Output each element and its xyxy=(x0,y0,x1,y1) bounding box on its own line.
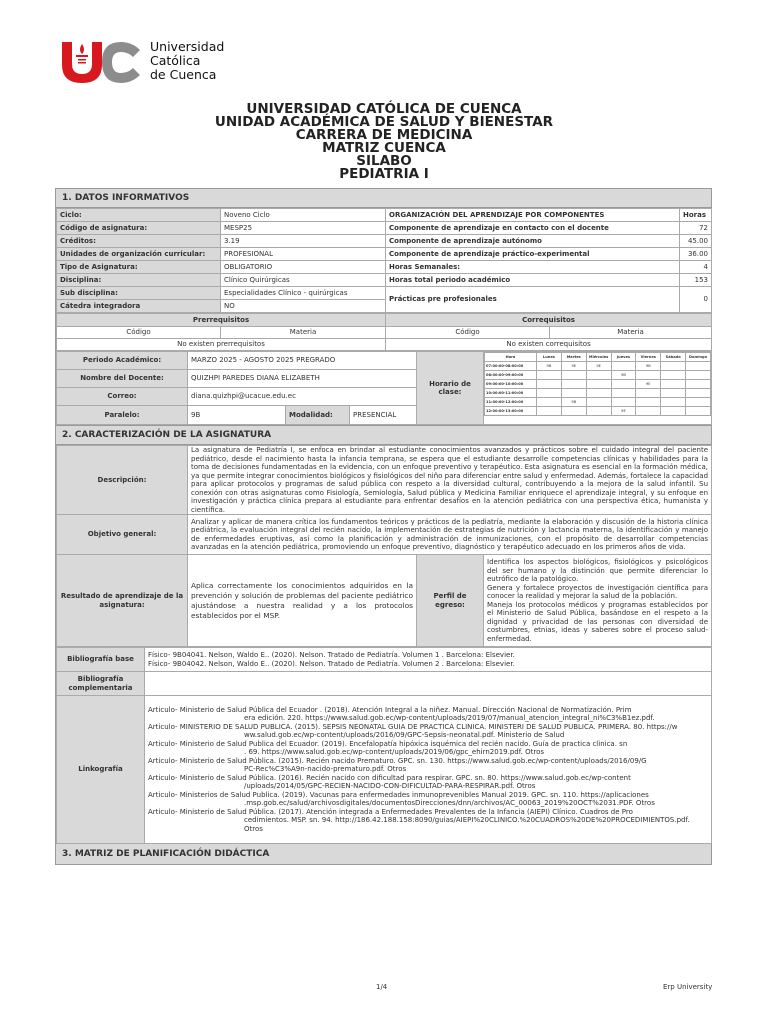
schedule-slot xyxy=(586,398,611,407)
schedule-row xyxy=(485,380,711,389)
schedule-slot xyxy=(686,371,711,380)
schedule-day-header: Sábado xyxy=(661,353,686,362)
label-modalidad: Modalidad: xyxy=(286,406,350,425)
org-semanales: Horas Semanales: xyxy=(386,261,680,274)
schedule-hour: 07:00:00-08:00:00 xyxy=(485,362,537,371)
schedule-slot xyxy=(686,398,711,407)
datos-informativos-table xyxy=(56,208,712,313)
linko-item: Articulo- Ministerio de Salud Pública. (2017). Atención integrada a Enfermedades Prevalentes de la Infancia (AIEPI) Clínico. Cuadros de Pro cedimientos. MSP. sn. 94. http://186.42.188.158:8090/guias/AIEPI%20CLINICO.%20CUADROS%20DE%20PROCEDIMIENTOS.pdf. Otros xyxy=(148,807,690,833)
label-resultado: Resultado de aprendizaje de la asignatura: xyxy=(57,555,188,647)
org-autonomo: Componente de aprendizaje autónomo xyxy=(386,235,680,248)
schedule-slot xyxy=(636,371,661,380)
schedule-day-header: Hora xyxy=(485,353,537,362)
label-perfil: Perfil de egreso: xyxy=(417,555,484,647)
schedule-slot xyxy=(586,407,611,416)
label-periodo: Periodo Académico: xyxy=(57,352,188,370)
label-linkografia: Linkografía xyxy=(57,696,145,844)
page-number: 1/4 xyxy=(376,983,388,991)
value-subdisciplina: Especialidades Clínico - quirúrgicas xyxy=(221,287,386,300)
label-subdisciplina: Sub disciplina: xyxy=(57,287,221,300)
schedule-slot xyxy=(537,380,562,389)
no-prerequisitos: No existen prerrequisitos xyxy=(57,339,386,351)
schedule-hour: 08:00:00-09:00:00 xyxy=(485,371,537,380)
hours-contacto: 72 xyxy=(680,222,712,235)
schedule-slot xyxy=(611,362,636,371)
hours-total: 153 xyxy=(680,274,712,287)
value-catedra: NO xyxy=(221,300,386,313)
text-objetivo: Analizar y aplicar de manera crítica los fundamentos teóricos y prácticos de la pediatría, mediante la elaboración y discusión de la historia clínica pediátrica, la evaluación integral del recién nacido, la implementación de estrategias de nutrición y lactancia materna, la identificación y manejo de enfermedades eruptivas, así como la planificación y administración de inmunizaciones, con el propósito de desarrollar competencias avanzadas en la atención pediátrica, promoviendo un enfoque preventivo, diagnóstico y terapéutico adecuado en los primeros años de vida. xyxy=(188,515,712,555)
bibliografia-table xyxy=(56,647,712,844)
schedule-slot xyxy=(661,389,686,398)
text-perfil: Identifica los aspectos biológicos, fisiológicos y psicológicos del ser humano y la distinción que permite diferenciar lo eutrófico de la patológico. Genera y fortalece proyectos de investigación científica para conocer la realidad y mejorar la salud de la población. Maneja los protocolos médicos y programas establecidos por el Ministerio de Salud Pública, basándose en el respeto a la dignidad y privacidad de las personas con diversidad de costumbres, etnias, ideas y saberes sobre el proceso salud-enfermedad. xyxy=(484,555,712,647)
schedule-slot xyxy=(636,407,661,416)
org-contacto: Componente de aprendizaje en contacto con el docente xyxy=(386,222,680,235)
hours-autonomo: 45.00 xyxy=(680,235,712,248)
title-syllabus: SILABO xyxy=(356,153,412,169)
linko-item: Articulo- Ministerio de Salud Pública. (2015). Recién nacido Prematuro. GPC. sn. 130. https://www.salud.gob.ec/wp-content/uploads/2016/09/G PC-Rec%C3%A9n-nacido-prematuro.pdf. Otros xyxy=(148,756,647,774)
schedule-slot: 9B xyxy=(561,398,586,407)
schedule-slot xyxy=(661,398,686,407)
schedule-slot xyxy=(537,371,562,380)
schedule-slot xyxy=(586,371,611,380)
label-biblio-base: Bibliografía base xyxy=(57,648,145,672)
value-correo[interactable]: diana.quizhpi@ucacue.edu.ec xyxy=(188,388,417,406)
value-docente: QUIZHPI PAREDES DIANA ELIZABETH xyxy=(188,370,417,388)
schedule-table xyxy=(484,352,711,416)
title-subject: PEDIATRIA I xyxy=(339,166,429,182)
text-resultado: Aplica correctamente los conocimientos adquiridos en la prevención y solución de problemas del paciente pediátrico ajustándose a nuestra realidad y a los protocolos establecidos por el MSP. xyxy=(188,555,417,647)
schedule-day-header: Domingo xyxy=(686,353,711,362)
label-horario: Horario de clase: xyxy=(417,352,484,425)
schedule-slot xyxy=(561,389,586,398)
ucacue-emblem-icon xyxy=(58,38,142,84)
schedule-slot xyxy=(661,380,686,389)
schedule-slot xyxy=(537,407,562,416)
schedule-day-header: Viernes xyxy=(636,353,661,362)
value-tipo: OBLIGATORIO xyxy=(221,261,386,274)
logo-wordmark xyxy=(150,40,224,82)
value-codigo: MESP25 xyxy=(221,222,386,235)
schedule-slot xyxy=(611,389,636,398)
schedule-cell xyxy=(484,352,712,425)
schedule-slot xyxy=(686,380,711,389)
org-practico: Componente de aprendizaje práctico-experimental xyxy=(386,248,680,261)
title-unit: UNIDAD ACADÉMICA DE SALUD Y BIENESTAR xyxy=(214,114,554,130)
schedule-slot: 9E xyxy=(561,362,586,371)
schedule-slot xyxy=(636,398,661,407)
schedule-hour: 09:00:00-10:00:00 xyxy=(485,380,537,389)
value-unidades: PROFESIONAL xyxy=(221,248,386,261)
schedule-hour: 11:00:00-12:00:00 xyxy=(485,398,537,407)
section-datos-informativos: 1. DATOS INFORMATIVOS xyxy=(56,189,711,208)
hours-semanales: 4 xyxy=(680,261,712,274)
coreq-codigo-header: Código xyxy=(386,327,550,339)
label-biblio-comp: Bibliografía complementaria xyxy=(57,672,145,696)
value-periodo: MARZO 2025 - AGOSTO 2025 PREGRADO xyxy=(188,352,417,370)
schedule-slot xyxy=(611,380,636,389)
caracterizacion-table xyxy=(56,445,712,647)
logo-line-1: Universidad xyxy=(150,39,225,54)
no-correquisitos: No existen correquisitos xyxy=(386,339,712,351)
logo-line-3: de Cuenca xyxy=(150,67,217,82)
title-career: CARRERA DE MEDICINA xyxy=(295,127,473,143)
text-descripcion: La asignatura de Pediatría I, se enfoca en brindar al estudiante conocimientos avanzados y prácticos sobre el cuidado integral del paciente pediátrico, desde el nacimiento hasta la infancia temprana, se espera que el estudiante desarrolle competencias clínicas y habilidades para la toma de decisiones fundamentadas en la evidencia, con un enfoque preventivo y terapéutico. Esta asignatura es esencial en la formación médica, ya que permite integrar conocimientos biológicos y fisiológicos del niño para diferenciar entre salud y enfermedad. Además, fortalece la capacidad para aplicar protocolos y programas de salud pública con respeto a la diversidad cultural, contribuyendo a la mejora de la salud infantil. Su conexión con otras asignaturas como Fisiología, Semiología, Salud pública y Medicina Familiar enriquece el aprendizaje integral, y su enfoque en investigación y práctica clínica prepara al estudiante para enfrentar desafíos en la atención pediátrica con una perspectiva ética, humanista y científica. xyxy=(188,446,712,515)
value-modalidad: PRESENCIAL xyxy=(350,406,417,425)
biblio-base-item: Físico- 9B04041. Nelson, Waldo E.. (2020). Nelson. Tratado de Pediatría. Volumen 1 . Barcelona: Elsevier. xyxy=(148,651,515,659)
linko-item: Articulo- Ministerio de Salud Publica del Ecuador. (2019). Encefalopatía hipóxica isquémica del recién nacido. Guía de practica clinica. sn . 69. https://www.salud.gob.ec/wp-content/uploads/2019/06/gpc_ehirn2019.pdf. Otros xyxy=(148,739,628,757)
linko-item: Articulo- Ministerio de Salud Pública del Ecuador . (2018). Atención Integral a la niñez. Manual. Dirección Nacional de Normatización. Prim era edición. 220. https://www.salud.gob.ec/wp-content/uploads/2019/07/manual_atencion_integral_ni%C3%B1ez.pdf. xyxy=(148,705,655,723)
schedule-slot: 9E xyxy=(586,362,611,371)
label-objetivo: Objetivo general: xyxy=(57,515,188,555)
schedule-slot: 9B xyxy=(537,362,562,371)
label-descripcion: Descripción: xyxy=(57,446,188,515)
coreq-materia-header: Materia xyxy=(550,327,712,339)
schedule-row xyxy=(485,371,711,380)
label-creditos: Créditos: xyxy=(57,235,221,248)
schedule-slot xyxy=(537,398,562,407)
biblio-comp-value xyxy=(145,672,712,696)
schedule-slot xyxy=(686,389,711,398)
linko-item: Articulo- Ministerio de Salud Pública. (2016). Recién nacido con dificultad para respirar. GPC. sn. 80. https://www.salud.gob.ec/wp-content /uploads/2014/05/GPC-RECIEN-NACIDO-CON-DIFICULTAD-PARA-RESPIRAR.pdf. Otros xyxy=(148,773,631,791)
schedule-slot xyxy=(586,389,611,398)
schedule-slot xyxy=(561,407,586,416)
label-disciplina: Disciplina: xyxy=(57,274,221,287)
logo-line-2: Católica xyxy=(150,53,201,68)
schedule-slot: 9E xyxy=(636,380,661,389)
linko-item: Articulo- MINISTERIO DE SALUD PUBLICA. (2015). SEPSIS NEONATAL GUIA DE PRACTICA CLINICA. MINISTERI DE SALUD PUBLICA. PRIMERA. 80. https://w ww.salud.gob.ec/wp-content/uploads/2016/09/GPC-Sepsis-neonatal.pdf. Ministerio de Salud xyxy=(148,722,678,740)
document-titles xyxy=(0,103,768,181)
schedule-day-header: Lunes xyxy=(537,353,562,362)
section-matriz-planificacion: 3. MATRIZ DE PLANIFICACIÓN DIDÁCTICA xyxy=(56,844,711,864)
schedule-slot xyxy=(586,380,611,389)
schedule-day-header: Miércoles xyxy=(586,353,611,362)
schedule-slot xyxy=(561,371,586,380)
schedule-slot xyxy=(686,407,711,416)
prereq-codigo-header: Código xyxy=(57,327,221,339)
title-university: UNIVERSIDAD CATÓLICA DE CUENCA xyxy=(246,101,522,117)
hours-practico: 36.00 xyxy=(680,248,712,261)
value-paralelo: 9B xyxy=(188,406,286,425)
label-paralelo: Paralelo: xyxy=(57,406,188,425)
value-creditos: 3.19 xyxy=(221,235,386,248)
biblio-base-list xyxy=(145,648,712,672)
label-tipo: Tipo de Asignatura: xyxy=(57,261,221,274)
title-matrix: MATRIZ CUENCA xyxy=(322,140,446,156)
org-total: Horas total periodo académico xyxy=(386,274,680,287)
biblio-base-item: Físico- 9B04042. Nelson, Waldo E.. (2020). Nelson. Tratado de Pediatría. Volumen 2 . Barcelona: Elsevier. xyxy=(148,659,515,668)
university-logo xyxy=(58,38,238,84)
schedule-row xyxy=(485,362,711,371)
linkografia-list xyxy=(145,696,712,844)
linko-item: Articulo- Ministerios de Salud Publica. (2019). Vacunas para enfermedades inmunoprevenibles Manual 2019. GPC. sn. 110. https://aplicaciones .msp.gob.ec/salud/archivosdigitales/documentosDirecciones/dnn/archivos/AC_00063_2019%20OCT%2031.PDF. Otros xyxy=(148,790,655,808)
schedule-slot xyxy=(636,389,661,398)
schedule-slot xyxy=(537,389,562,398)
schedule-day-header: Martes xyxy=(561,353,586,362)
schedule-row xyxy=(485,389,711,398)
schedule-hour: 10:00:00-11:00:00 xyxy=(485,389,537,398)
schedule-slot: 9B xyxy=(636,362,661,371)
schedule-day-header: Jueves xyxy=(611,353,636,362)
value-ciclo: Noveno Ciclo xyxy=(221,209,386,222)
label-correo: Correo: xyxy=(57,388,188,406)
schedule-slot: 9B xyxy=(611,371,636,380)
label-unidades: Unidades de organización curricular: xyxy=(57,248,221,261)
docente-table xyxy=(56,351,712,425)
label-docente: Nombre del Docente: xyxy=(57,370,188,388)
label-ciclo: Ciclo: xyxy=(57,209,221,222)
schedule-row xyxy=(485,407,711,416)
hours-practicas: 0 xyxy=(680,287,712,313)
org-practicas: Prácticas pre profesionales xyxy=(386,287,680,313)
requisitos-table xyxy=(56,313,712,351)
prereq-materia-header: Materia xyxy=(221,327,386,339)
section-caracterizacion: 2. CARACTERIZACIÓN DE LA ASIGNATURA xyxy=(56,425,711,445)
label-codigo: Código de asignatura: xyxy=(57,222,221,235)
correquisitos-title: Correquisitos xyxy=(386,314,712,327)
org-header: ORGANIZACIÓN DEL APRENDIZAJE POR COMPONENTES xyxy=(386,209,680,222)
prerequisitos-title: Prerrequisitos xyxy=(57,314,386,327)
schedule-slot xyxy=(611,398,636,407)
schedule-hour: 12:00:00-13:00:00 xyxy=(485,407,537,416)
schedule-row xyxy=(485,398,711,407)
schedule-slot xyxy=(686,362,711,371)
schedule-slot: 9E xyxy=(611,407,636,416)
hours-header: Horas xyxy=(680,209,712,222)
value-disciplina: Clínico Quirúrgicas xyxy=(221,274,386,287)
schedule-slot xyxy=(661,407,686,416)
schedule-slot xyxy=(661,371,686,380)
schedule-slot xyxy=(561,380,586,389)
footer-brand: Erp University xyxy=(663,983,713,991)
label-catedra: Cátedra integradora xyxy=(57,300,221,313)
syllabus-sheet xyxy=(55,188,712,865)
schedule-slot xyxy=(661,362,686,371)
